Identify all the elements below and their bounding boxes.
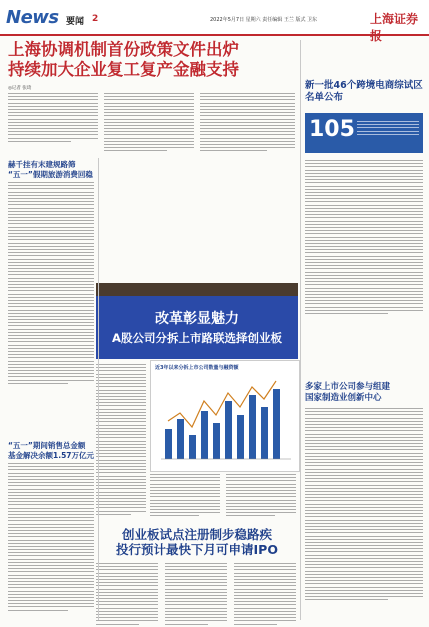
- column-divider: [300, 40, 301, 620]
- sidebar-highlight-box: [305, 113, 423, 153]
- chart-graphic: [151, 371, 299, 471]
- chart-bar: [177, 419, 184, 459]
- lead-headline: [8, 40, 293, 80]
- page-number: 2: [92, 14, 99, 24]
- chart-title: 近3年以来分拆上市公司数量与融资额: [155, 365, 239, 371]
- chart-bars: [165, 389, 280, 459]
- section-name: 要闻: [66, 17, 85, 27]
- feature-column-2: [150, 474, 220, 519]
- feature-chart: [150, 360, 300, 472]
- sidebar-body-2: [305, 408, 423, 602]
- sub-story-1-body: [8, 182, 94, 386]
- sub-story-2-headline: [8, 441, 94, 460]
- sidebar-number: 105: [309, 117, 355, 142]
- sidebar-headline-2-line-2: 国家制造业创新中心: [305, 392, 382, 403]
- sub-story-1-line-1: 赫千挂有末建规路筛: [8, 160, 76, 169]
- sidebar-headline-2: [305, 382, 423, 403]
- sub-story-2-line-2: 基金解决余额1.57万亿元: [8, 450, 95, 460]
- lead-column-1: [8, 93, 98, 144]
- section-logo: News: [6, 7, 59, 28]
- lead-column-3: [200, 93, 295, 154]
- chart-bar: [261, 407, 268, 459]
- bottom-headline-line-1: 创业板试点注册制步稳路疾: [121, 527, 272, 542]
- sub-story-2-line-1: “五一”期间销售总金额: [8, 441, 86, 450]
- bottom-column-1: [96, 563, 158, 627]
- chart-bar: [249, 395, 256, 459]
- bottom-headline: [96, 527, 298, 557]
- lead-column-2: [104, 93, 194, 154]
- lead-byline: ◎记者 张琦: [8, 86, 32, 91]
- chart-line: [168, 381, 276, 427]
- chart-bar: [273, 389, 280, 459]
- newspaper-name: 上海证券报: [370, 12, 419, 43]
- feature-banner-line-2: A股公司分拆上市路联选择创业板: [112, 331, 282, 345]
- feature-photo-strip: [96, 283, 298, 297]
- bottom-headline-line-2: 投行预计最快下月可申请IPO: [116, 542, 278, 557]
- feature-banner: [96, 296, 298, 359]
- column-divider: [98, 158, 99, 620]
- date-line: 2022年5月7日 星期六 责任编辑 王兰 版式 卫东: [210, 17, 318, 23]
- sub-story-1-line-2: “五一”假期旅游消费回稳: [8, 169, 93, 179]
- bottom-column-3: [234, 563, 296, 627]
- sidebar-headline-2-line-1: 多家上市公司参与组建: [305, 382, 391, 392]
- feature-column-1: [96, 364, 146, 517]
- chart-bar: [189, 435, 196, 459]
- sub-story-1-headline: [8, 160, 94, 179]
- chart-bar: [237, 415, 244, 459]
- lead-headline-line-2: 持续加大企业复工复产金融支持: [8, 60, 239, 79]
- chart-bar: [201, 411, 208, 459]
- bottom-column-2: [165, 563, 227, 627]
- sidebar-body-1: [305, 160, 423, 316]
- chart-bar: [213, 423, 220, 459]
- sidebar-headline: 新一批46个跨境电商综试区名单公布: [305, 80, 423, 103]
- sub-story-2-body: [8, 463, 94, 613]
- feature-column-3: [226, 474, 296, 519]
- chart-bar: [225, 401, 232, 459]
- chart-bar: [165, 429, 172, 459]
- lead-headline-line-1: 上海协调机制首份政策文件出炉: [8, 40, 239, 59]
- feature-banner-line-1: 改革彰显魅力: [155, 311, 239, 327]
